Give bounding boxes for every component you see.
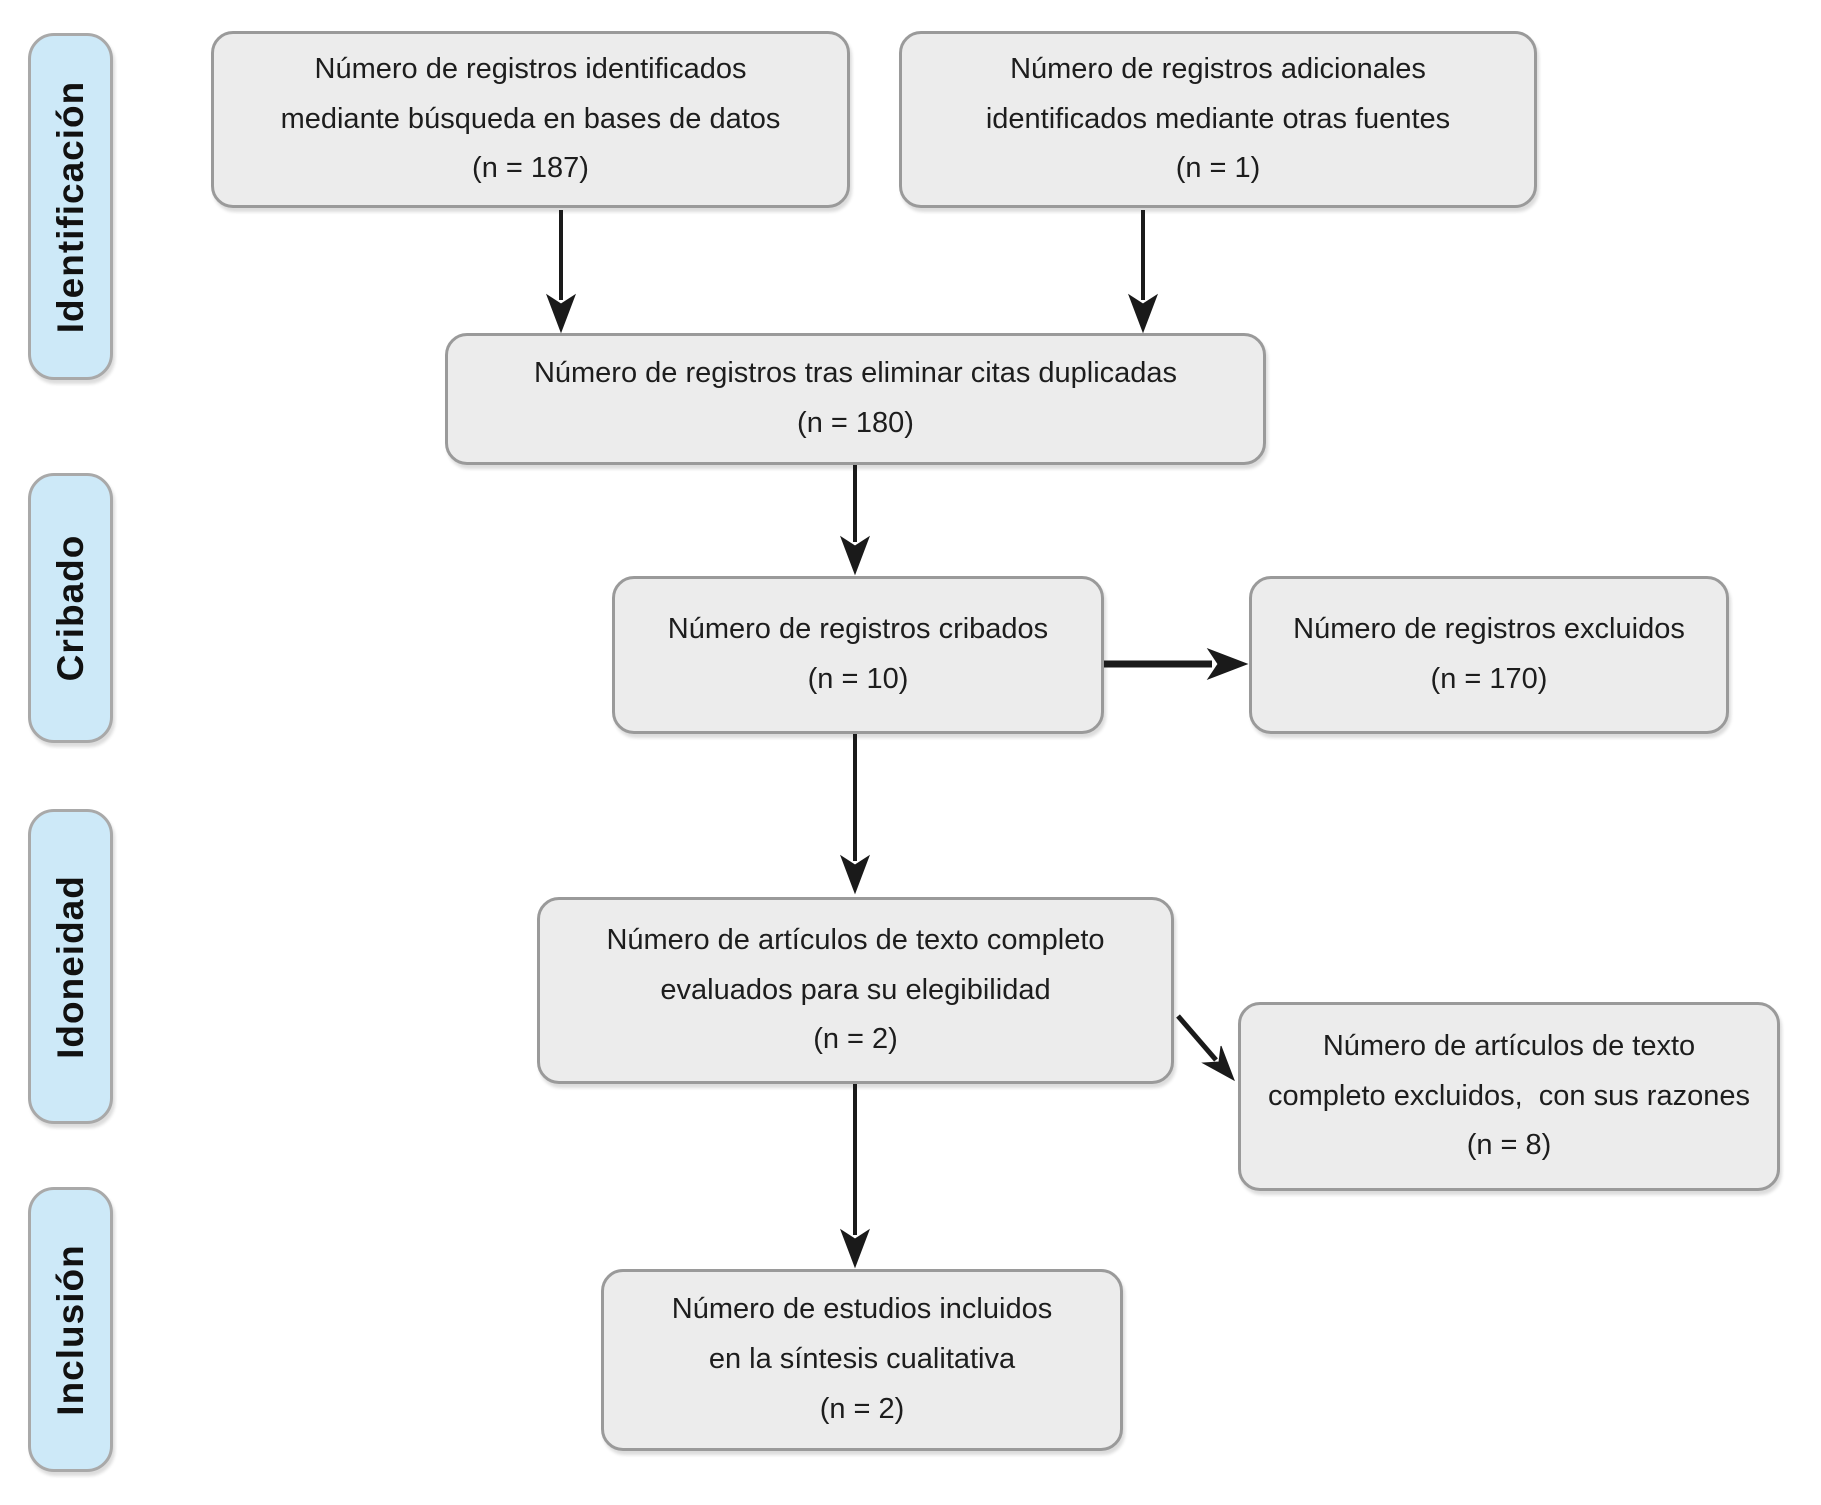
- box-text-line: Número de registros identificados: [314, 52, 747, 85]
- flow-box-records-screened: [612, 576, 1104, 734]
- stage-label-idoneidad-text: Idoneidad: [49, 874, 91, 1059]
- arrow-other-sources-to-dedup: [1129, 210, 1157, 332]
- box-text-line: identificados mediante otras fuentes: [985, 102, 1451, 135]
- box-count: (n = 10): [807, 663, 909, 695]
- box-text-line: en la síntesis cualitativa: [708, 1343, 1016, 1376]
- stage-label-inclusion: [28, 1187, 113, 1472]
- stage-label-cribado: [28, 473, 113, 743]
- box-text-line: Número de artículos de texto: [1322, 1029, 1696, 1062]
- box-text-line: mediante búsqueda en bases de datos: [280, 102, 781, 135]
- box-count: (n = 2): [813, 1023, 898, 1056]
- box-count: (n = 2): [819, 1392, 905, 1425]
- box-count: (n = 1): [1175, 152, 1261, 185]
- box-text-line: Número de registros tras eliminar citas duplicadas: [533, 357, 1178, 390]
- box-text-line: Número de artículos de texto completo: [606, 923, 1105, 956]
- flow-box-fulltext-excluded: [1238, 1002, 1780, 1191]
- box-count: (n = 8): [1466, 1129, 1552, 1162]
- arrow-fulltext-to-included: [841, 1084, 869, 1267]
- box-text-line: evaluados para su elegibilidad: [660, 973, 1051, 1006]
- flow-box-studies-included: [601, 1269, 1123, 1451]
- arrow-screened-to-fulltext: [841, 734, 869, 893]
- arrow-databases-to-dedup: [547, 210, 575, 332]
- box-count: (n = 187): [472, 152, 589, 185]
- box-text-line: Número de estudios incluidos: [671, 1293, 1053, 1326]
- box-text-line: Número de registros excluidos: [1293, 613, 1685, 646]
- stage-label-inclusion-text: Inclusión: [49, 1243, 91, 1416]
- flow-box-records-other-sources: [899, 31, 1537, 208]
- arrow-screened-to-excluded: [1104, 649, 1247, 679]
- arrow-fulltext-to-excluded: [1178, 1016, 1234, 1080]
- flow-box-records-excluded: [1249, 576, 1729, 734]
- arrow-dedup-to-screened: [841, 465, 869, 574]
- stage-label-identificacion-text: Identificación: [49, 80, 91, 333]
- stage-label-cribado-text: Cribado: [49, 534, 91, 682]
- box-text-line: Número de registros cribados: [667, 613, 1049, 646]
- box-count: (n = 170): [1430, 663, 1548, 695]
- box-count: (n = 180): [797, 407, 914, 439]
- box-text-line: completo excluidos, con sus razones: [1268, 1079, 1750, 1112]
- flow-box-records-after-duplicates: [445, 333, 1266, 465]
- flow-box-fulltext-assessed: [537, 897, 1174, 1084]
- flow-box-records-identified-databases: [211, 31, 850, 208]
- stage-label-idoneidad: [28, 809, 113, 1124]
- stage-label-identificacion: [28, 33, 113, 380]
- box-text-line: Número de registros adicionales: [1010, 52, 1426, 85]
